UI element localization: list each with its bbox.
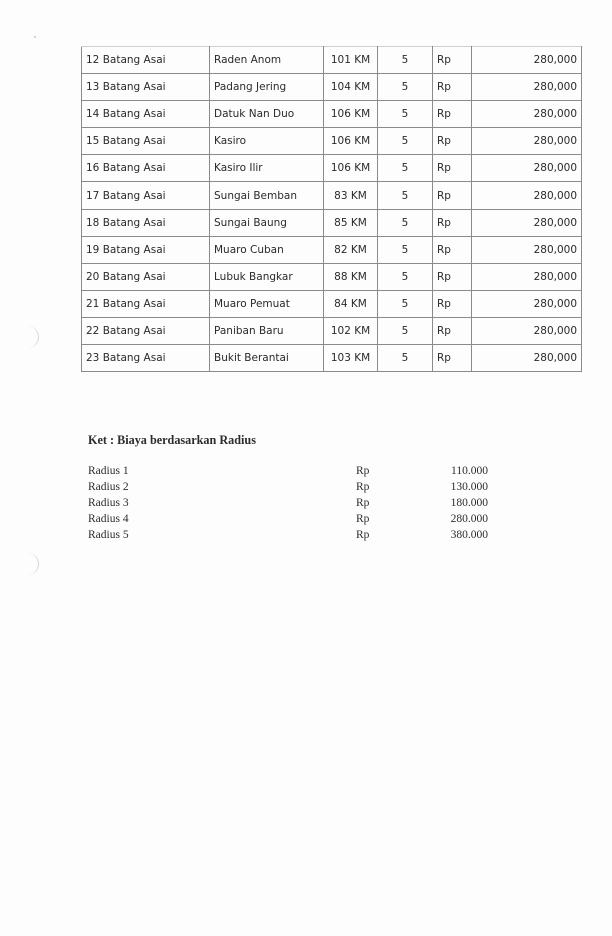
distance-cell: 103 KM: [324, 345, 378, 372]
radius-cell: 5: [378, 317, 433, 344]
distance-cell: 106 KM: [324, 128, 378, 155]
radius-label: Radius 3: [88, 497, 129, 509]
radius-cell: 5: [378, 47, 433, 74]
kecamatan-cell: 22 Batang Asai: [82, 317, 210, 344]
kecamatan-cell: 23 Batang Asai: [82, 345, 210, 372]
radius-label: Radius 5: [88, 529, 129, 541]
kecamatan-cell: 17 Batang Asai: [82, 182, 210, 209]
radius-currency: Rp: [356, 513, 370, 525]
currency-cell: Rp: [433, 128, 472, 155]
radius-label: Radius 2: [88, 481, 129, 493]
distance-cell: 82 KM: [324, 236, 378, 263]
radius-cost-row: [88, 511, 508, 527]
distance-cell: 83 KM: [324, 182, 378, 209]
radius-cost-row: [88, 527, 508, 543]
radius-currency: Rp: [356, 465, 370, 477]
table-row: [82, 236, 582, 263]
radius-amount: 280.000: [450, 513, 488, 525]
radius-currency: Rp: [356, 497, 370, 509]
table-row: [82, 209, 582, 236]
cost-cell: [472, 74, 582, 101]
radius-currency: Rp: [356, 529, 370, 541]
radius-amount: 180.000: [450, 497, 488, 509]
radius-label: Radius 1: [88, 465, 129, 477]
cost-note-section: [88, 433, 508, 543]
desa-cell: Datuk Nan Duo: [210, 101, 324, 128]
table-row: [82, 263, 582, 290]
table-row: [82, 290, 582, 317]
desa-cell: Sungai Baung: [210, 209, 324, 236]
cost-value: 280,000: [533, 162, 577, 175]
cost-cell: [472, 290, 582, 317]
distance-cell: 88 KM: [324, 263, 378, 290]
table-row: [82, 74, 582, 101]
desa-cell: Kasiro Ilir: [210, 155, 324, 182]
cost-value: 280,000: [533, 297, 577, 310]
radius-cell: 5: [378, 345, 433, 372]
desa-cell: Muaro Pemuat: [210, 290, 324, 317]
cost-note-title: Ket : Biaya berdasarkan Radius: [88, 433, 256, 447]
currency-cell: Rp: [433, 47, 472, 74]
desa-cell: Lubuk Bangkar: [210, 263, 324, 290]
table-row: [82, 47, 582, 74]
destination-cost-table: [81, 46, 582, 372]
distance-cell: 104 KM: [324, 74, 378, 101]
distance-cell: 84 KM: [324, 290, 378, 317]
kecamatan-cell: 19 Batang Asai: [82, 236, 210, 263]
cost-cell: [472, 317, 582, 344]
cost-cell: [472, 236, 582, 263]
currency-cell: Rp: [433, 155, 472, 182]
currency-cell: Rp: [433, 345, 472, 372]
cost-value: 280,000: [533, 81, 577, 94]
desa-cell: Paniban Baru: [210, 317, 324, 344]
currency-cell: Rp: [433, 209, 472, 236]
radius-cell: 5: [378, 182, 433, 209]
punch-hole-mark: [28, 326, 39, 348]
cost-cell: [472, 263, 582, 290]
kecamatan-cell: 18 Batang Asai: [82, 209, 210, 236]
cost-value: 280,000: [533, 54, 577, 67]
destination-table-body: [82, 47, 582, 372]
radius-cell: 5: [378, 128, 433, 155]
table-row: [82, 155, 582, 182]
table-row: [82, 345, 582, 372]
radius-cell: 5: [378, 290, 433, 317]
kecamatan-cell: 16 Batang Asai: [82, 155, 210, 182]
desa-cell: Padang Jering: [210, 74, 324, 101]
desa-cell: Bukit Berantai: [210, 345, 324, 372]
distance-cell: 106 KM: [324, 101, 378, 128]
distance-cell: 101 KM: [324, 47, 378, 74]
punch-hole-mark: [28, 553, 39, 575]
cost-value: 280,000: [533, 352, 577, 365]
cost-cell: [472, 182, 582, 209]
scan-speck: [34, 36, 36, 38]
cost-cell: [472, 209, 582, 236]
cost-value: 280,000: [533, 324, 577, 337]
cost-cell: [472, 345, 582, 372]
desa-cell: Kasiro: [210, 128, 324, 155]
table-row: [82, 182, 582, 209]
radius-amount: 130.000: [450, 481, 488, 493]
radius-amount: 110.000: [451, 465, 488, 477]
distance-cell: 102 KM: [324, 317, 378, 344]
currency-cell: Rp: [433, 317, 472, 344]
currency-cell: Rp: [433, 263, 472, 290]
kecamatan-cell: 21 Batang Asai: [82, 290, 210, 317]
radius-cost-row: [88, 463, 508, 479]
currency-cell: Rp: [433, 182, 472, 209]
radius-amount: 380.000: [450, 529, 488, 541]
currency-cell: Rp: [433, 236, 472, 263]
cost-value: 280,000: [533, 108, 577, 121]
radius-cell: 5: [378, 155, 433, 182]
kecamatan-cell: 12 Batang Asai: [82, 47, 210, 74]
table-row: [82, 317, 582, 344]
distance-cell: 85 KM: [324, 209, 378, 236]
distance-cell: 106 KM: [324, 155, 378, 182]
currency-cell: Rp: [433, 74, 472, 101]
radius-currency: Rp: [356, 481, 370, 493]
kecamatan-cell: 15 Batang Asai: [82, 128, 210, 155]
cost-cell: [472, 101, 582, 128]
desa-cell: Sungai Bemban: [210, 182, 324, 209]
radius-cost-row: [88, 479, 508, 495]
cost-value: 280,000: [533, 135, 577, 148]
cost-cell: [472, 47, 582, 74]
table-row: [82, 101, 582, 128]
cost-value: 280,000: [533, 270, 577, 283]
radius-cell: 5: [378, 209, 433, 236]
cost-value: 280,000: [533, 189, 577, 202]
cost-value: 280,000: [533, 243, 577, 256]
desa-cell: Raden Anom: [210, 47, 324, 74]
radius-cell: 5: [378, 236, 433, 263]
currency-cell: Rp: [433, 101, 472, 128]
radius-label: Radius 4: [88, 513, 129, 525]
cost-value: 280,000: [533, 216, 577, 229]
radius-cost-row: [88, 495, 508, 511]
table-row: [82, 128, 582, 155]
kecamatan-cell: 13 Batang Asai: [82, 74, 210, 101]
kecamatan-cell: 20 Batang Asai: [82, 263, 210, 290]
cost-cell: [472, 155, 582, 182]
radius-cell: 5: [378, 263, 433, 290]
desa-cell: Muaro Cuban: [210, 236, 324, 263]
radius-cell: 5: [378, 74, 433, 101]
currency-cell: Rp: [433, 290, 472, 317]
radius-cell: 5: [378, 101, 433, 128]
kecamatan-cell: 14 Batang Asai: [82, 101, 210, 128]
cost-cell: [472, 128, 582, 155]
